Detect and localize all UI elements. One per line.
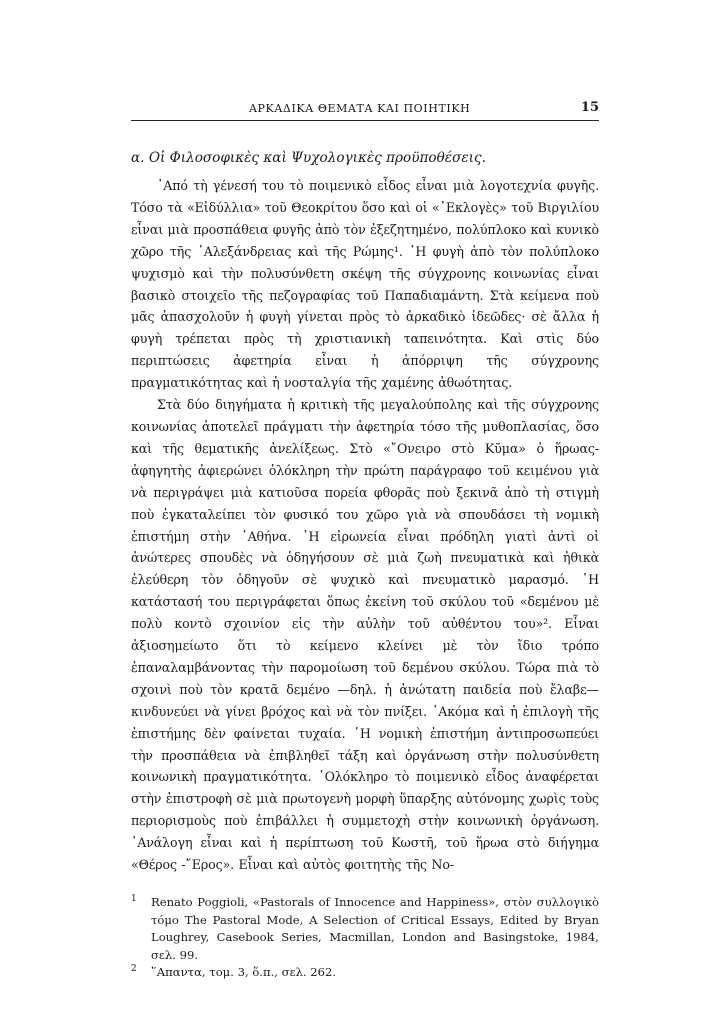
footnote-text: Renato Poggioli, «Pastorals of Innocence and Happiness», στὸν συλλογικὸ τόμο The Pastoral Mode, A Selection of Critical Essays, Edited by Bryan Loughrey, Casebook Series, Macmillan, London and Basingstoke, 1984, σελ. 99.	[151, 895, 599, 962]
page-number: 15	[580, 100, 599, 115]
footnote-text: ῞Απαντα, τομ. 3, ὅ.π., σελ. 262.	[151, 965, 337, 979]
paragraph-1: ᾿Από τὴ γένεσή του τὸ ποιμενικὸ εἶδος εἶναι μιὰ λογοτεχνία φυγῆς. Τόσο τὰ «Εἰδύλλια» τοῦ Θεοκρίτου ὅσο καὶ οἱ «᾿Εκλογὲς» τοῦ Βιργιλίου εἶναι μιὰ προσπάθεια φυγῆς ἀπὸ τὸν ἐξεζητημένο, πολύπλοκο καὶ κυνικὸ χῶρο τῆς ᾿Αλεξάνδρειας καὶ τῆς Ρώμης¹. ῾Η φυγὴ ἀπὸ τὸν πολύπλοκο ψυχισμὸ καὶ τὴν πολυσύνθετη σκέψη τῆς σύγχρονης κοινωνίας εἶναι βασικὸ στοιχεῖο τῆς πεζογραφίας τοῦ Παπαδιαμάντη. Στὰ κείμενα ποὺ μᾶς ἀπασχολοῦν ἡ φυγὴ γίνεται πρὸς τὸ ἀρκαδικὸ ἰδεῶδες· σὲ ἄλλα ἡ φυγὴ τρέπεται πρὸς τὴ χριστιανικὴ ταπεινότητα. Καὶ στὶς δύο περιπτώσεις ἀφετηρία εἶναι ἡ ἀπόρριψη τῆς σύγχρονης πραγματικότητας καὶ ἡ νοσταλγία τῆς χαμένης ἀθωότητας.	[131, 178, 600, 391]
footnote-1	[131, 894, 599, 964]
footnote-mark: 2	[131, 964, 137, 974]
body-text	[131, 175, 599, 876]
running-title: ΑΡΚΑΔΙΚΑ ΘΕΜΑΤΑ ΚΑΙ ΠΟΙΗΤΙΚΗ	[249, 102, 471, 115]
paragraph-2: Στὰ δύο διηγήματα ἡ κριτικὴ τῆς μεγαλούπολης καὶ τῆς σύγχρονης κοινωνίας ἀποτελεῖ πράγματι τὴν ἀφετηρία τόσο τῆς μυθοπλασίας, ὅσο καὶ τῆς θεματικῆς ἀνελίξεως. Στὸ «῎Ονειρο στὸ Κῦμα» ὁ ἥρωας-ἀφηγητὴς ἀφιερώνει ὁλόκληρη τὴν πρώτη παράγραφο τοῦ κειμένου γιὰ νὰ περιγράψει μιὰ κατιοῦσα πορεία φθορᾶς ποὺ ξεκινᾶ ἀπὸ τὴ στιγμὴ ποὺ ἐγκαταλείπει τὸν φυσικό του χῶρο γιὰ νὰ σπουδάσει τὴ νομικὴ ἐπιστήμη στὴν ᾿Αθήνα. ῾Η εἰρωνεία εἶναι πρόδηλη γιατὶ ἀντὶ οἱ ἀνώτερες σπουδὲς νὰ ὁδηγήσουν σὲ μιὰ ζωὴ πνευματικὰ καὶ ἠθικὰ ἐλεύθερη τὸν ὁδηγοῦν σὲ ψυχικὸ καὶ πνευματικὸ μαρασμό. ῾Η κατάστασή του περιγράφεται ὅπως ἐκείνη τοῦ σκύλου τοῦ «δεμένου μὲ πολὺ κοντὸ σχοινίον εἰς τὴν αὐλὴν τοῦ αὐθέντου του»². Εἶναι ἀξιοσημείωτο ὅτι τὸ κείμενο κλείνει μὲ τὸν ἴδιο τρόπο ἐπαναλαμβάνοντας τὴν παρομοίωση τοῦ δεμένου σκύλου. Τώρα πιὰ τὸ σχοινὶ ποὺ τὸν κρατᾶ δεμένο —δηλ. ἡ ἀνώτατη παιδεία ποὺ ἔλαβε— κινδυνεύει νὰ γίνει βρόχος καὶ νὰ τὸν πνίξει. ᾿Ακόμα καὶ ἡ ἐπιλογὴ τῆς ἐπιστήμης δὲν φαίνεται τυχαία. ῾Η νομικὴ ἐπιστήμη ἀντιπροσωπεύει τὴν προσπάθεια νὰ ἐπιβληθεῖ τάξη καὶ ὀργάνωση στὴν πολυσύνθετη κοινωνικὴ πραγματικότητα. ῾Ολόκληρο τὸ ποιμενικὸ εἶδος ἀναφέρεται στὴν ἐπιστροφὴ σὲ μιὰ πρωτογενὴ μορφὴ ὕπαρξης αὐτόνομης χωρὶς τοὺς περιορισμοὺς ποὺ ἐπιβάλλει ἡ συμμετοχὴ στὴν κοινωνικὴ ὀργάνωση. ᾿Ανάλογη εἶναι καὶ ἡ περίπτωση τοῦ Κωστῆ, τοῦ ἥρωα στὸ διήγημα «Θέρος -῎Ερος». Εἶναι καὶ αὐτὸς φοιτητὴς τῆς Νο-	[131, 397, 599, 873]
footnote-mark: 1	[131, 894, 137, 904]
footnotes	[131, 894, 599, 982]
section-heading: α. Οἱ Φιλοσοφικὲς καὶ Ψυχολογικὲς προϋποθέσεις.	[131, 150, 486, 166]
book-page	[131, 100, 599, 982]
running-head	[131, 100, 599, 121]
footnote-2	[131, 964, 599, 982]
